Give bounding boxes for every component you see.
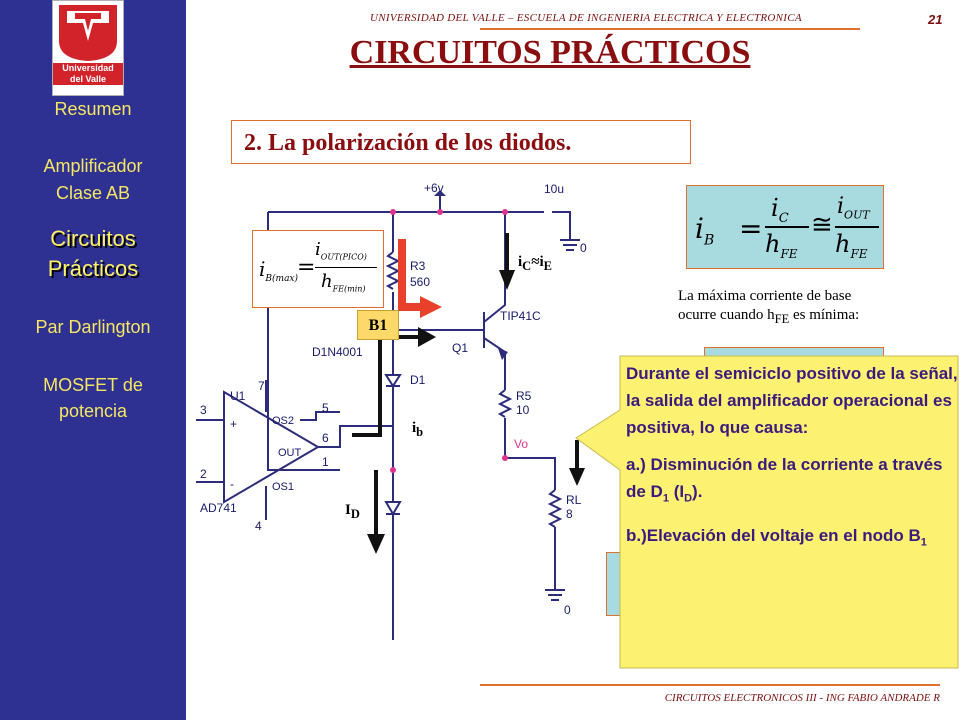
nav-item-circuitos[interactable]: Circuitos — [50, 226, 136, 251]
footer-text: CIRCUITOS ELECTRONICOS III - ING FABIO ANDRADE R — [664, 692, 940, 704]
ib-sub: b — [416, 425, 424, 439]
node-b1-label: B1 — [357, 310, 399, 340]
eq1-denominator-2 — [835, 230, 868, 261]
eq1-denominator — [765, 230, 798, 261]
university-logo — [52, 0, 124, 96]
q1-part: TIP41C — [500, 309, 541, 323]
ie-symbol: i — [539, 254, 544, 270]
ib-symbol: i — [412, 420, 417, 436]
eq1-approx: ≅ — [811, 210, 833, 240]
eq2-denominator — [321, 271, 366, 294]
eq1-numerator-2 — [837, 194, 870, 221]
pin-2: 2 — [200, 467, 207, 481]
callout-paragraph-1: Durante el semiciclo positivo de la señal, la salida del amplificador operacional es positiva, lo que causa: — [626, 364, 958, 437]
nav-item-par-darlington[interactable]: Par Darlington — [35, 317, 151, 337]
header-rule — [480, 28, 860, 30]
callout-paragraph-3 — [626, 522, 960, 556]
id-symbol: I — [345, 502, 351, 518]
vo-label: Vo — [514, 437, 529, 451]
ic-symbol: i — [518, 254, 523, 270]
r5-value: 10 — [516, 403, 530, 417]
u1-name: U1 — [230, 389, 246, 403]
eq1-c: C — [778, 210, 789, 226]
eq1-ic: i — [771, 194, 779, 222]
eq1-b: B — [703, 232, 715, 249]
callout-p3-sub: 1 — [920, 536, 927, 549]
note-hfe-sub: FE — [774, 312, 790, 326]
eq2-fraction-bar — [315, 267, 377, 268]
pin-4: 4 — [255, 519, 262, 533]
eq1-iout: i — [837, 194, 845, 219]
eq2-lhs — [259, 257, 298, 284]
note-line-2-suffix: es mínima: — [789, 307, 860, 323]
rl-name: RL — [566, 493, 582, 507]
eq1-fraction-bar-2 — [835, 226, 879, 228]
eq2-femin: FE(min) — [332, 284, 366, 294]
u1-part: AD741 — [200, 501, 237, 515]
equation-ib — [686, 185, 884, 269]
eq1-numerator — [771, 194, 789, 226]
plus-label: + — [230, 417, 238, 431]
r3-name: R3 — [410, 259, 426, 273]
eq2-outpico: OUT(PICO) — [320, 252, 367, 262]
d1-name: D1 — [410, 373, 426, 387]
eq2-iout: i — [315, 239, 321, 260]
out-label: OUT — [278, 447, 302, 459]
eq2-equals: = — [297, 255, 316, 280]
note-line-1: La máxima corriente de base — [678, 288, 852, 304]
id-sub: D — [350, 507, 360, 521]
os1-label: OS1 — [272, 481, 295, 493]
approx-symbol: ≈ — [531, 254, 540, 270]
eq1-h-2: h — [835, 230, 851, 258]
eq1-i: i — [695, 212, 704, 245]
ic-sub: C — [522, 259, 532, 273]
callout-text — [626, 360, 960, 557]
page-title: CIRCUITOS PRÁCTICOS — [349, 34, 751, 71]
nav-item-mosfet[interactable]: MOSFET de — [43, 375, 143, 395]
resistor-r3 — [388, 252, 398, 289]
nav-item-clase-ab[interactable]: Clase AB — [55, 183, 131, 203]
note-line-2 — [678, 306, 938, 329]
section-subtitle: 2. La polarización de los diodos. — [231, 120, 691, 164]
minus-label: - — [230, 477, 234, 491]
callout-p2-sub2: D — [684, 492, 693, 505]
callout-paragraph-2 — [626, 451, 960, 512]
callout-p2-sub1: 1 — [662, 492, 669, 505]
pin-5: 5 — [322, 401, 329, 415]
eq1-lhs — [695, 212, 714, 249]
logo-line-1: Universidad — [53, 63, 123, 74]
sidebar — [0, 0, 186, 720]
university-shield-icon — [53, 1, 123, 63]
institution-header: UNIVERSIDAD DEL VALLE – ESCUELA DE INGENIERIA ELECTRICA Y ELECTRONICA — [370, 12, 802, 24]
eq1-equals: = — [739, 212, 763, 245]
os2-label: OS2 — [272, 415, 295, 427]
page-number: 21 — [928, 12, 943, 27]
ib-label — [412, 420, 423, 440]
eq1-h: h — [765, 230, 781, 258]
q1-name: Q1 — [452, 341, 469, 355]
callout-p2-suffix: ). — [692, 482, 703, 501]
cap-label: 10u — [544, 182, 565, 196]
eq2-numerator — [315, 239, 367, 262]
eq2-i: i — [259, 257, 266, 281]
nav-item-practicos[interactable]: Prácticos — [47, 256, 139, 281]
base-current-note — [678, 287, 938, 329]
ie-sub: E — [543, 259, 552, 273]
eq2-h: h — [321, 271, 333, 292]
eq2-bmax: B(max) — [265, 274, 299, 284]
note-line-2-prefix: ocurre cuando h — [678, 307, 775, 323]
supply-label: +6v — [424, 181, 444, 195]
ground-label-bottom: 0 — [564, 603, 571, 617]
pin-1: 1 — [322, 455, 329, 469]
rl-value: 8 — [566, 507, 573, 521]
logo-text — [53, 63, 123, 85]
eq1-fraction-bar-1 — [765, 226, 809, 228]
equation-ib-max — [252, 230, 384, 308]
callout-p2-prefix: a.) Disminución de la corriente a través de D — [626, 455, 943, 501]
nav-item-amplificador[interactable]: Amplificador — [43, 156, 143, 176]
callout-p3-prefix: b.)Elevación del voltaje en el nodo B — [626, 526, 921, 546]
d1-part: D1N4001 — [312, 345, 363, 359]
r3-value: 560 — [410, 275, 431, 289]
r5-name: R5 — [516, 389, 532, 403]
pin-6: 6 — [322, 431, 329, 445]
eq1-fe: FE — [780, 246, 798, 261]
nav-item-resumen[interactable]: Resumen — [54, 99, 132, 119]
eq1-out: OUT — [844, 208, 870, 222]
nav-item-potencia[interactable]: potencia — [58, 401, 128, 421]
logo-line-2: del Valle — [53, 74, 123, 85]
opamp-u1 — [224, 392, 318, 502]
footer-rule — [480, 684, 940, 686]
pin-3: 3 — [200, 403, 207, 417]
pin-7: 7 — [258, 379, 265, 393]
ic-approx-ie-label — [518, 254, 552, 274]
callout-p2-mid: (I — [668, 482, 685, 501]
id-label — [345, 502, 360, 522]
eq1-fe-2: FE — [850, 246, 868, 261]
ground-label-top: 0 — [580, 241, 587, 255]
